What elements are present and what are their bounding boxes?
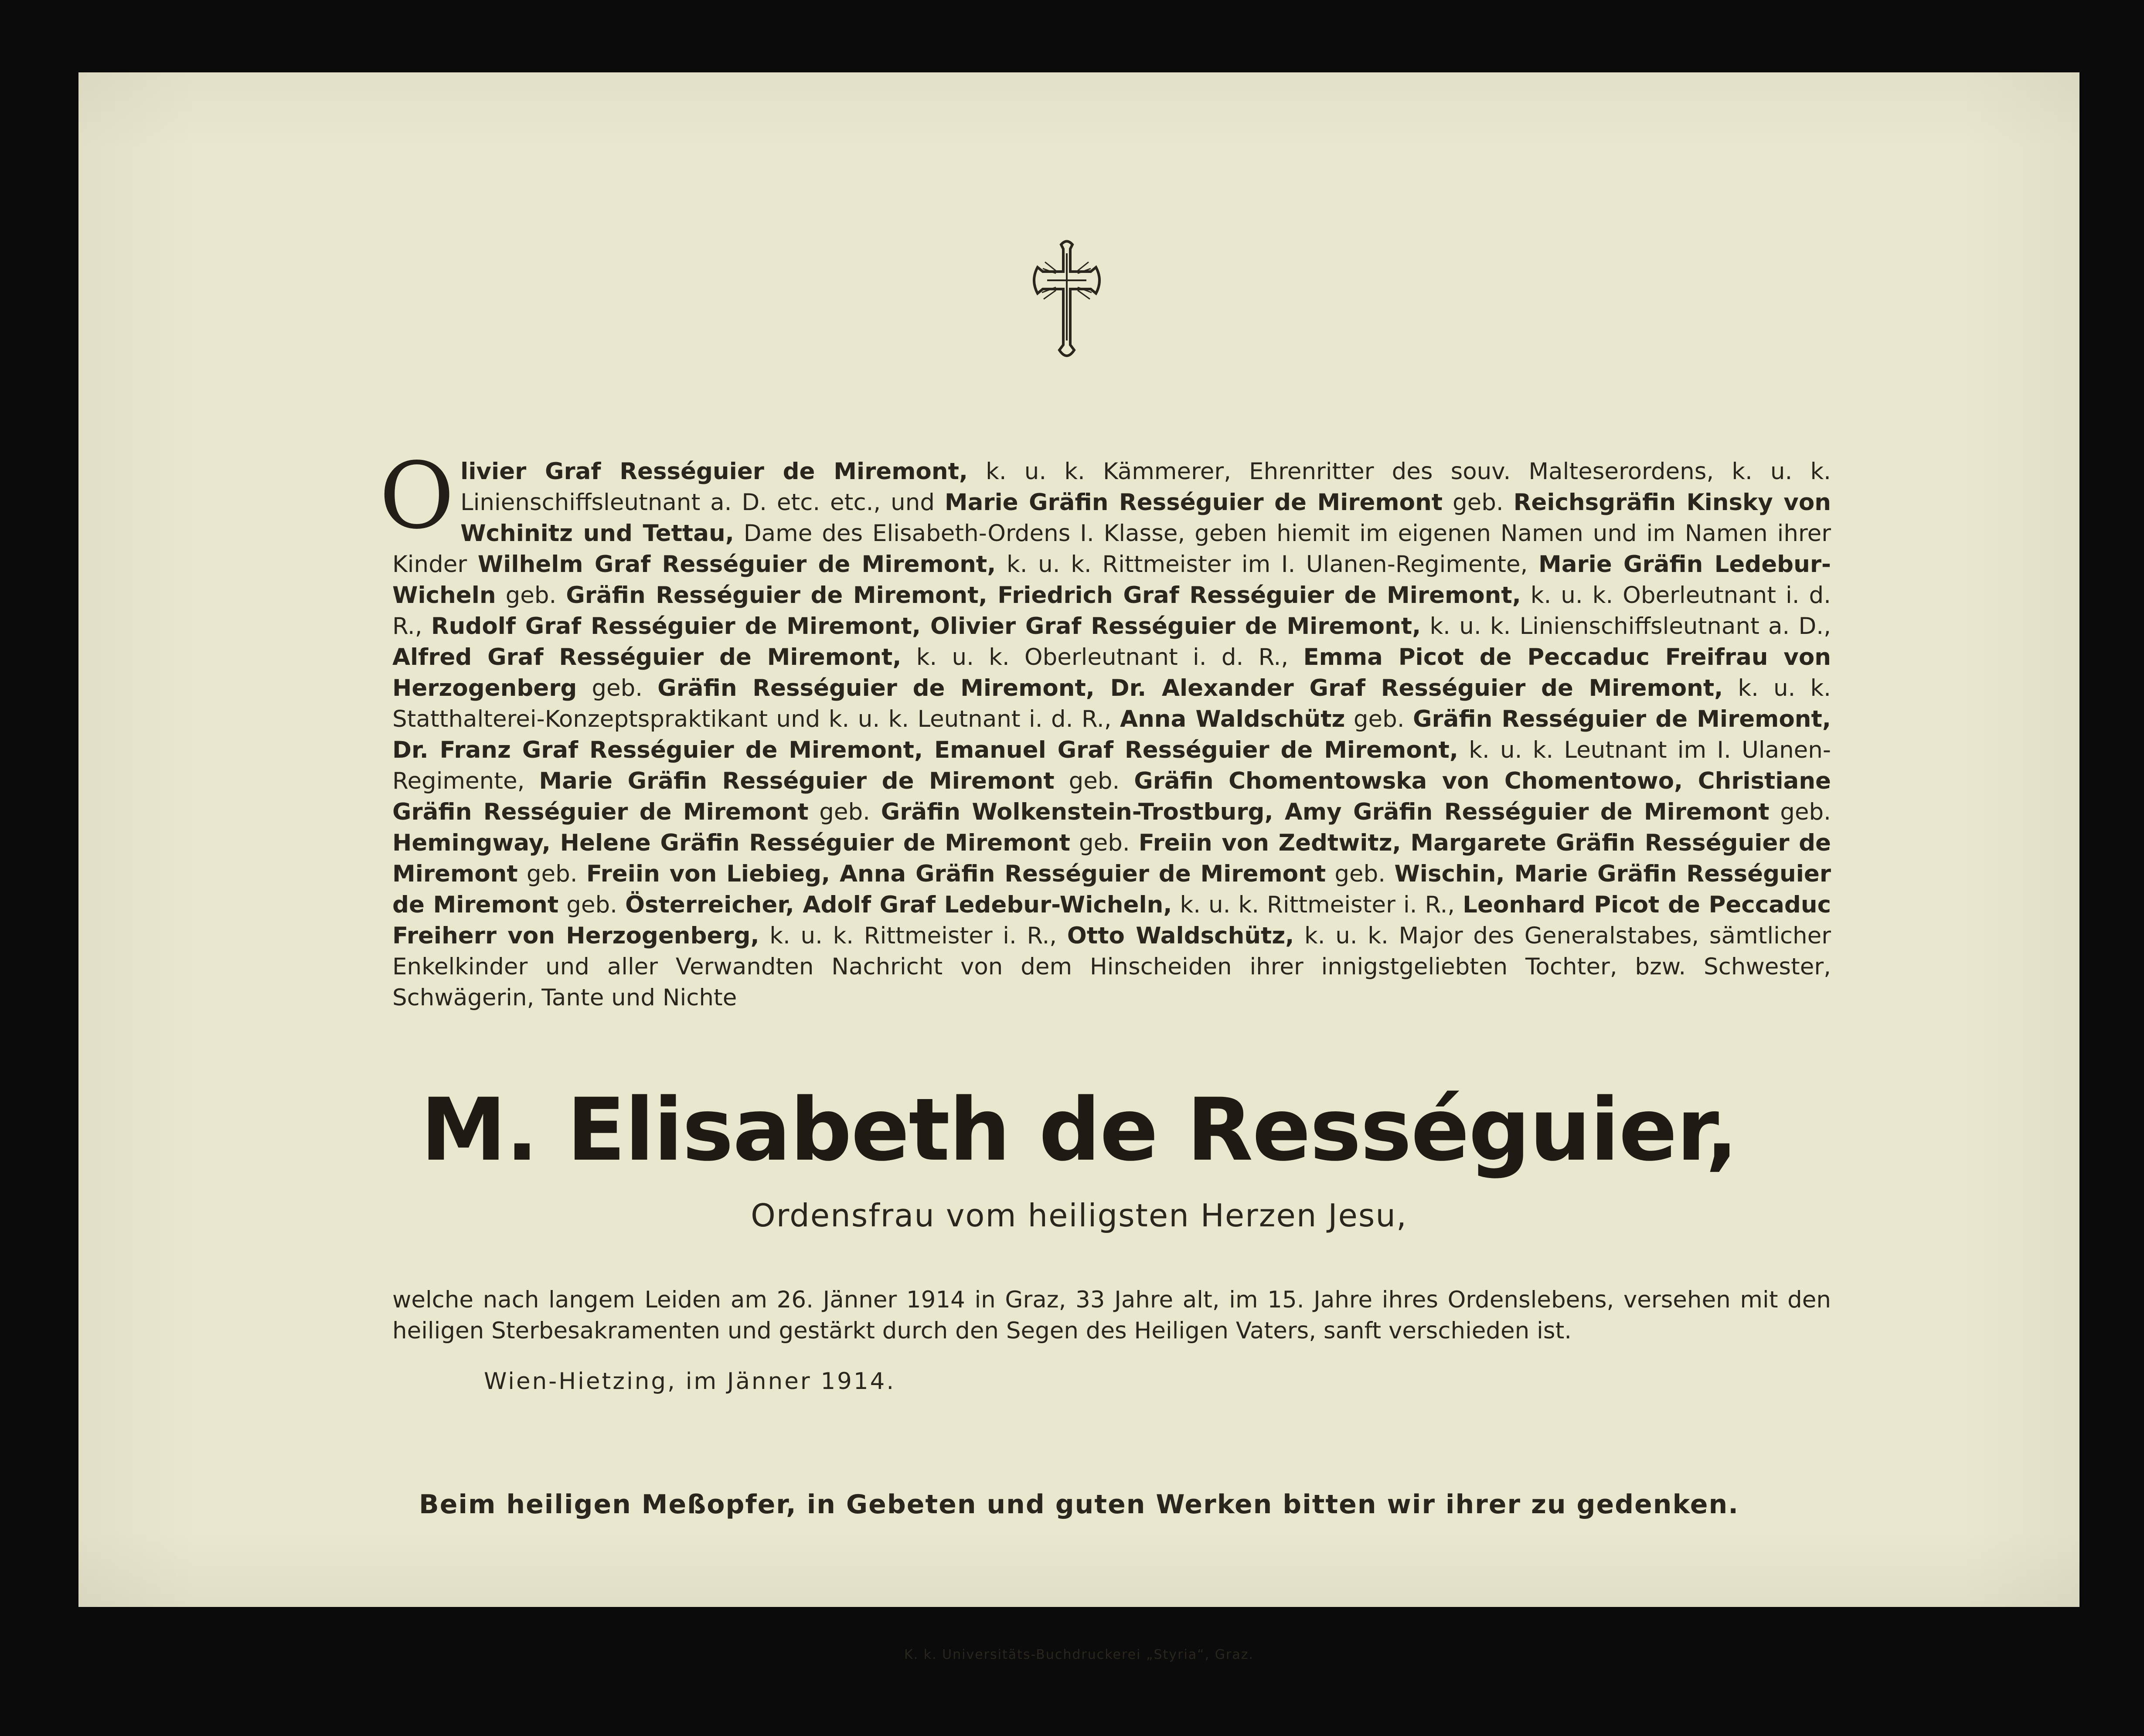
- cross-icon: [1025, 236, 1108, 362]
- name-segment: livier Graf Rességuier de Miremont,: [460, 458, 968, 485]
- drop-cap: O: [379, 443, 455, 549]
- name-segment: Marie Gräfin Ledebur-Wicheln: [392, 551, 1831, 609]
- text-segment: k. u. k. Rittmeister i. R.,: [1172, 892, 1463, 918]
- name-segment: Marie Gräfin Rességuier de Miremont: [539, 768, 1055, 794]
- name-segment: Hemingway, Helene Gräfin Rességuier de Miremont: [392, 830, 1070, 856]
- text-segment: geb.: [1326, 861, 1395, 887]
- text-segment: geb.: [1769, 799, 1831, 825]
- text-segment: geb.: [1070, 830, 1139, 856]
- name-segment: Gräfin Rességuier de Miremont, Dr. Franz Graf Rességuier de Miremont, Emanuel Graf Rességuier de Miremont,: [392, 706, 1831, 763]
- text-segment: k. u. k. Rittmeister i. R.,: [759, 922, 1067, 949]
- prayer-request: Beim heiligen Meßopfer, in Gebeten und guten Werken bitten wir ihrer zu gedenken.: [419, 1489, 1739, 1520]
- name-segment: Alfred Graf Rességuier de Miremont,: [392, 644, 902, 671]
- name-segment: Freiin von Zedtwitz, Margarete Gräfin Rességuier de Miremont: [392, 830, 1831, 887]
- name-segment: Rudolf Graf Rességuier de Miremont, Olivier Graf Rességuier de Miremont,: [431, 613, 1421, 640]
- name-segment: Gräfin Rességuier de Miremont, Dr. Alexander Graf Rességuier de Miremont,: [657, 675, 1723, 701]
- printer-imprint: K. k. Universitäts-Buchdruckerei „Styria“, Graz.: [904, 1647, 1254, 1662]
- text-segment: geb.: [1345, 706, 1413, 732]
- name-segment: Gräfin Chomentowska von Chomentowo, Christiane Gräfin Rességuier de Miremont: [392, 768, 1831, 825]
- text-segment: k. u. k. Oberleutnant i. d. R.,: [901, 644, 1303, 671]
- text-segment: geb.: [496, 582, 566, 609]
- text-segment: geb.: [577, 675, 658, 701]
- place-date: Wien-Hietzing, im Jänner 1914.: [484, 1368, 896, 1395]
- name-segment: Otto Waldschütz,: [1067, 922, 1294, 949]
- deceased-title: Ordensfrau vom heiligsten Herzen Jesu,: [751, 1197, 1407, 1234]
- announcement-text: [392, 458, 1831, 1011]
- text-segment: k. u. k. Major des Generalstabes, sämtlicher Enkelkinder und aller Verwandten Nachricht von dem Hinscheiden ihrer innigstgeliebten Tochter, bzw. Schwester, Schwägerin, Tante und Nichte: [392, 922, 1831, 1011]
- name-segment: Reichsgräfin Kinsky von Wchinitz und Tettau,: [460, 489, 1831, 547]
- name-segment: Anna Waldschütz: [1120, 706, 1345, 732]
- name-segment: Gräfin Rességuier de Miremont, Friedrich Graf Rességuier de Miremont,: [566, 582, 1521, 609]
- name-segment: Freiin von Liebieg, Anna Gräfin Rességuier de Miremont: [586, 861, 1326, 887]
- name-segment: Gräfin Wolkenstein-Trostburg, Amy Gräfin Rességuier de Miremont: [881, 799, 1770, 825]
- text-segment: k. u. k. Linienschiffsleutnant a. D.,: [1421, 613, 1831, 640]
- text-segment: k. u. k. Statthalterei-Konzeptspraktikant und k. u. k. Leutnant i. d. R.,: [392, 675, 1831, 732]
- text-segment: geb.: [808, 799, 881, 825]
- name-segment: Emma Picot de Peccaduc Freifrau von Herzogenberg: [392, 644, 1831, 701]
- name-segment: Marie Gräfin Rességuier de Miremont: [944, 489, 1443, 516]
- deceased-name: M. Elisabeth de Rességuier,: [420, 1079, 1738, 1180]
- announcement-paragraph: [379, 443, 1831, 1013]
- text-segment: k. u. k. Kämmerer, Ehrenritter des souv. Malteserordens, k. u. k. Linienschiffsleutnant a. D. etc. etc., und: [460, 458, 1831, 516]
- name-segment: Wilhelm Graf Rességuier de Miremont,: [477, 551, 996, 578]
- text-segment: k. u. k. Oberleutnant i. d. R.,: [392, 582, 1831, 640]
- text-segment: geb.: [558, 892, 625, 918]
- text-segment: geb.: [1443, 489, 1514, 516]
- mourning-notice: [78, 72, 2079, 1662]
- text-segment: k. u. k. Leutnant im I. Ulanen-Regimente,: [392, 737, 1831, 794]
- death-details: welche nach langem Leiden am 26. Jänner 1914 in Graz, 33 Jahre alt, im 15. Jahre ihres Ordenslebens, versehen mit den heiligen Sterbesakramenten und gestärkt durch den Segen des Heiligen Vaters, sanft verschieden ist.: [392, 1287, 1831, 1344]
- text-segment: k. u. k. Rittmeister im I. Ulanen-Regimente,: [996, 551, 1538, 578]
- name-segment: Österreicher, Adolf Graf Ledebur-Wicheln,: [625, 892, 1172, 918]
- text-segment: geb.: [1054, 768, 1134, 794]
- text-segment: Dame des Elisabeth-Ordens I. Klasse, geben hiemit im eigenen Namen und im Namen ihrer Kinder: [392, 520, 1831, 578]
- text-segment: geb.: [517, 861, 586, 887]
- name-segment: Leonhard Picot de Peccaduc Freiherr von Herzogenberg,: [392, 892, 1831, 949]
- name-segment: Wischin, Marie Gräfin Rességuier de Miremont: [392, 861, 1831, 918]
